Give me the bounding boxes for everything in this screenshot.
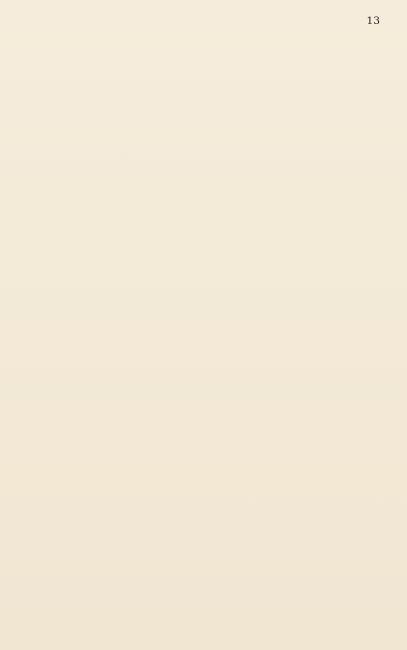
page-number: 13 bbox=[366, 15, 380, 27]
page-header bbox=[26, 16, 380, 34]
